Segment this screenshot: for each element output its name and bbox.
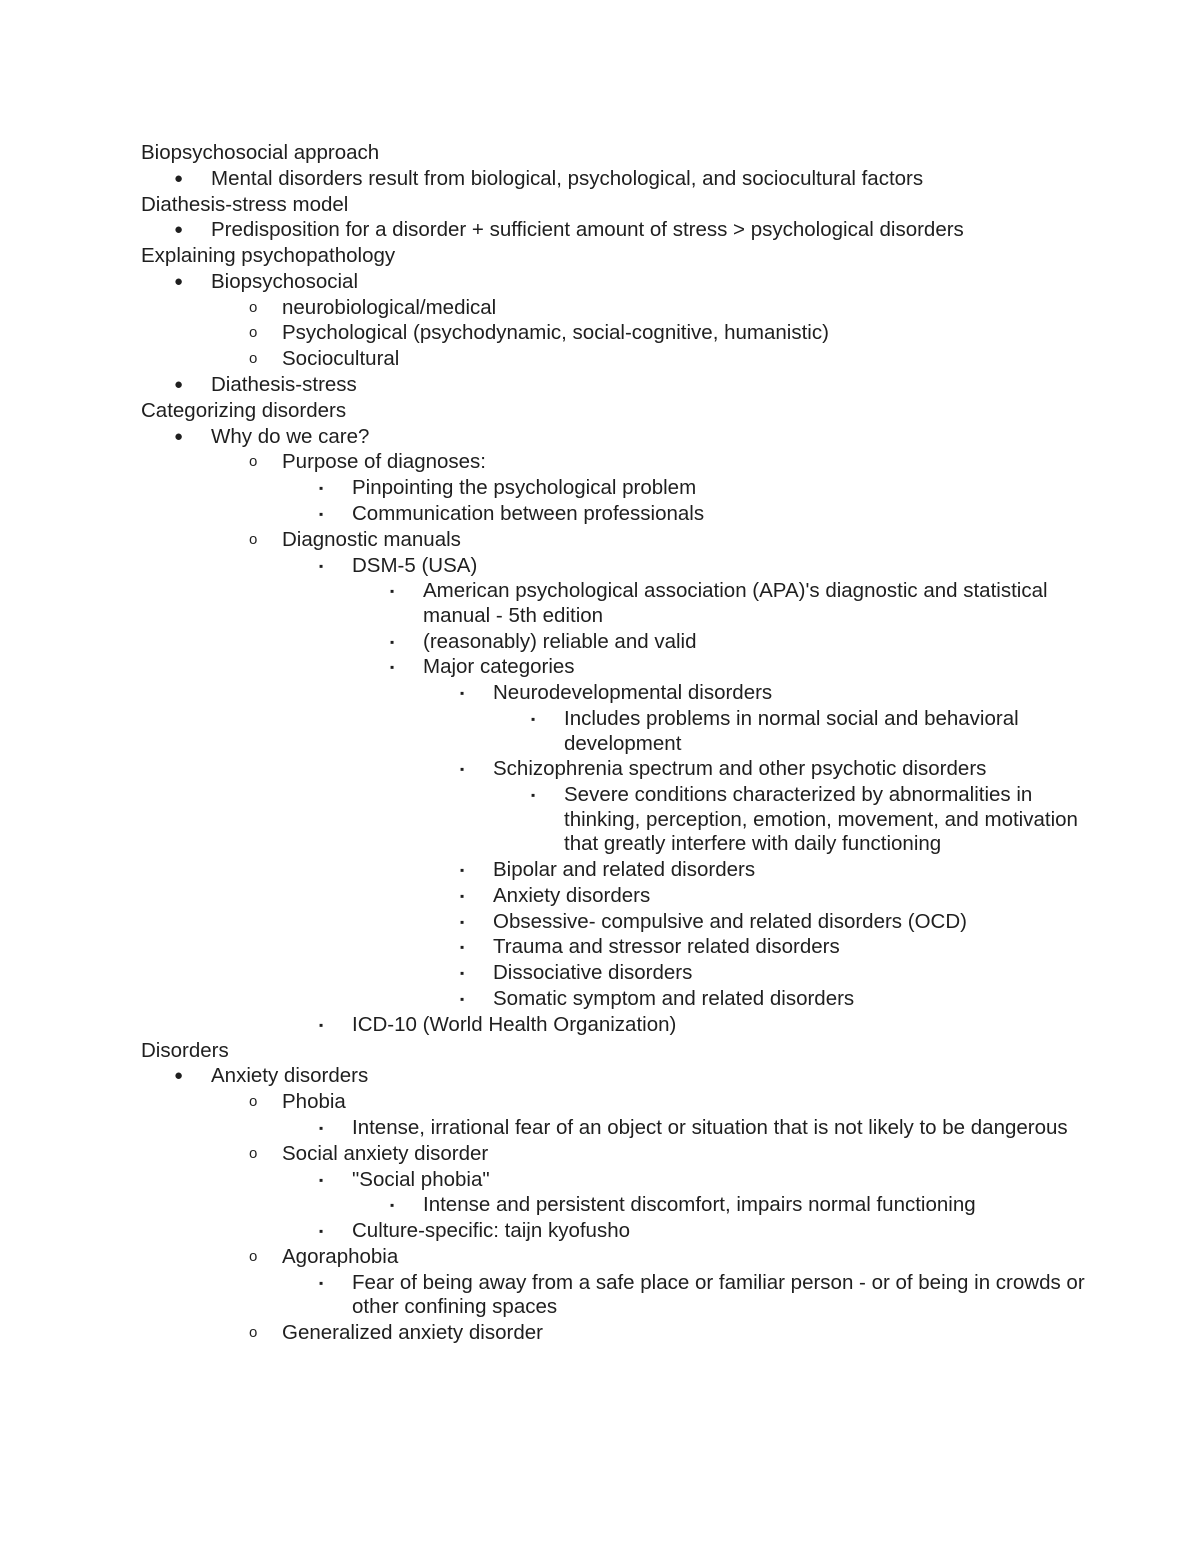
list-item bbox=[141, 528, 1101, 553]
bullet-circle-icon: o bbox=[249, 1247, 258, 1265]
line-text: Generalized anxiety disorder bbox=[282, 1321, 543, 1344]
bullet-circle-icon: o bbox=[249, 298, 258, 316]
bullet-square-icon: ▪ bbox=[460, 762, 465, 777]
bullet-square-icon: ▪ bbox=[531, 712, 536, 726]
line-text: Neurodevelopmental disorders bbox=[493, 681, 773, 705]
list-item bbox=[141, 630, 1101, 655]
line-text: Trauma and stressor related disorders bbox=[493, 935, 840, 959]
bullet-square-icon: ▪ bbox=[319, 1120, 324, 1135]
list-item bbox=[141, 1219, 1101, 1244]
line-text: Diathesis-stress bbox=[211, 373, 357, 397]
list-item bbox=[141, 961, 1101, 986]
bullet-disc-icon: ● bbox=[174, 1067, 184, 1085]
bullet-square-icon: ▪ bbox=[460, 940, 465, 955]
list-item bbox=[141, 425, 1101, 450]
list-item bbox=[141, 1193, 1101, 1218]
line-text: Major categories bbox=[423, 655, 575, 679]
list-item bbox=[141, 884, 1101, 909]
bullet-square-icon: ▪ bbox=[319, 1172, 324, 1187]
list-item bbox=[141, 218, 1101, 243]
section-heading bbox=[141, 244, 1101, 269]
bullet-square-icon: ▪ bbox=[319, 1224, 324, 1239]
bullet-disc-icon: ● bbox=[174, 427, 184, 445]
bullet-square-icon: ▪ bbox=[390, 1198, 395, 1213]
bullet-square-icon: ▪ bbox=[460, 863, 465, 878]
list-item bbox=[141, 373, 1101, 398]
bullet-disc-icon: ● bbox=[174, 272, 184, 290]
bullet-disc-icon: ● bbox=[174, 221, 184, 239]
list-item bbox=[141, 296, 1101, 321]
list-item bbox=[141, 554, 1101, 579]
bullet-disc-icon: ● bbox=[174, 169, 184, 187]
section-heading bbox=[141, 141, 1101, 166]
line-text: Severe conditions characterized by abnormalities in thinking, perception, emotion, movement, and motivation that greatly interfere with daily functioning bbox=[564, 783, 1078, 856]
line-text: Phobia bbox=[282, 1090, 346, 1114]
list-item bbox=[141, 1168, 1101, 1193]
list-item bbox=[141, 987, 1101, 1012]
list-item bbox=[141, 783, 1101, 857]
line-text: Agoraphobia bbox=[282, 1244, 399, 1268]
bullet-disc-icon: ● bbox=[174, 376, 184, 394]
line-text: Anxiety disorders bbox=[493, 883, 651, 907]
bullet-circle-icon: o bbox=[249, 324, 258, 342]
bullet-circle-icon: o bbox=[249, 350, 258, 368]
bullet-square-icon: ▪ bbox=[460, 966, 465, 981]
list-item bbox=[141, 270, 1101, 295]
bullet-square-icon: ▪ bbox=[319, 1275, 324, 1290]
list-item bbox=[141, 681, 1101, 706]
bullet-square-icon: ▪ bbox=[319, 506, 324, 521]
bullet-circle-icon: o bbox=[249, 1144, 258, 1162]
bullet-circle-icon: o bbox=[249, 530, 258, 548]
line-text: Psychological (psychodynamic, social-cognitive, humanistic) bbox=[282, 321, 829, 345]
list-item bbox=[141, 1064, 1101, 1089]
line-text: American psychological association (APA)'s diagnostic and statistical manual - 5th edition bbox=[423, 579, 1048, 627]
line-text: Biopsychosocial bbox=[211, 269, 358, 293]
line-text: Biopsychosocial approach bbox=[141, 141, 380, 164]
line-text: Purpose of diagnoses: bbox=[282, 450, 486, 474]
line-text: Pinpointing the psychological problem bbox=[352, 476, 697, 500]
line-text: Schizophrenia spectrum and other psychotic disorders bbox=[493, 757, 987, 781]
list-item bbox=[141, 1013, 1101, 1038]
list-item bbox=[141, 858, 1101, 883]
line-text: Why do we care? bbox=[211, 424, 370, 448]
line-text: Disorders bbox=[141, 1038, 229, 1062]
line-text: Culture-specific: taijn kyofusho bbox=[352, 1219, 631, 1243]
line-text: Social anxiety disorder bbox=[282, 1141, 489, 1165]
line-text: Diathesis-stress model bbox=[141, 192, 349, 216]
list-item bbox=[141, 707, 1101, 756]
line-text: Somatic symptom and related disorders bbox=[493, 987, 855, 1011]
line-text: ICD-10 (World Health Organization) bbox=[352, 1012, 677, 1036]
bullet-circle-icon: o bbox=[249, 1093, 258, 1111]
line-text: Communication between professionals bbox=[352, 501, 705, 525]
line-text: neurobiological/medical bbox=[282, 295, 497, 319]
line-text: Fear of being away from a safe place or familiar person - or of being in crowds or other confining spaces bbox=[352, 1270, 1085, 1319]
list-item bbox=[141, 1142, 1101, 1167]
bullet-square-icon: ▪ bbox=[319, 481, 324, 496]
list-item bbox=[141, 655, 1101, 680]
list-item bbox=[141, 579, 1101, 628]
section-heading bbox=[141, 193, 1101, 218]
bullet-square-icon: ▪ bbox=[319, 558, 324, 573]
list-item bbox=[141, 935, 1101, 960]
line-text: Categorizing disorders bbox=[141, 398, 347, 422]
list-item bbox=[141, 476, 1101, 501]
list-item bbox=[141, 1271, 1101, 1320]
bullet-square-icon: ▪ bbox=[390, 660, 395, 675]
list-item bbox=[141, 1321, 1101, 1346]
list-item bbox=[141, 1090, 1101, 1115]
list-item bbox=[141, 757, 1101, 782]
notes-outline bbox=[141, 141, 1101, 1346]
line-text: Anxiety disorders bbox=[211, 1064, 369, 1088]
section-heading bbox=[141, 1039, 1101, 1064]
line-text: Predisposition for a disorder + sufficient amount of stress > psychological disorders bbox=[211, 218, 964, 242]
bullet-square-icon: ▪ bbox=[460, 992, 465, 1007]
bullet-circle-icon: o bbox=[249, 453, 258, 471]
line-text: Sociocultural bbox=[282, 347, 400, 371]
line-text: (reasonably) reliable and valid bbox=[423, 629, 697, 653]
bullet-square-icon: ▪ bbox=[319, 1017, 324, 1032]
line-text: Mental disorders result from biological, psychological, and sociocultural factors bbox=[211, 166, 924, 190]
bullet-square-icon: ▪ bbox=[460, 888, 465, 903]
line-text: Includes problems in normal social and behavioral development bbox=[564, 707, 1019, 755]
bullet-square-icon: ▪ bbox=[390, 584, 395, 599]
list-item bbox=[141, 1245, 1101, 1270]
line-text: "Social phobia" bbox=[352, 1167, 490, 1191]
list-item bbox=[141, 502, 1101, 527]
list-item bbox=[141, 910, 1101, 935]
line-text: Intense, irrational fear of an object or situation that is not likely to be dangerous bbox=[352, 1115, 1068, 1139]
line-text: Dissociative disorders bbox=[493, 961, 693, 985]
line-text: Intense and persistent discomfort, impairs normal functioning bbox=[423, 1193, 976, 1217]
bullet-square-icon: ▪ bbox=[460, 686, 465, 701]
bullet-square-icon: ▪ bbox=[390, 634, 395, 649]
list-item bbox=[141, 347, 1101, 372]
list-item bbox=[141, 167, 1101, 192]
section-heading bbox=[141, 399, 1101, 424]
line-text: Bipolar and related disorders bbox=[493, 858, 756, 882]
list-item bbox=[141, 450, 1101, 475]
bullet-square-icon: ▪ bbox=[460, 914, 465, 929]
line-text: Explaining psychopathology bbox=[141, 244, 396, 268]
list-item bbox=[141, 321, 1101, 346]
bullet-circle-icon: o bbox=[249, 1324, 258, 1341]
line-text: Diagnostic manuals bbox=[282, 527, 461, 551]
line-text: Obsessive- compulsive and related disorders (OCD) bbox=[493, 909, 967, 933]
line-text: DSM-5 (USA) bbox=[352, 553, 478, 577]
list-item bbox=[141, 1116, 1101, 1141]
bullet-square-icon: ▪ bbox=[531, 788, 536, 803]
